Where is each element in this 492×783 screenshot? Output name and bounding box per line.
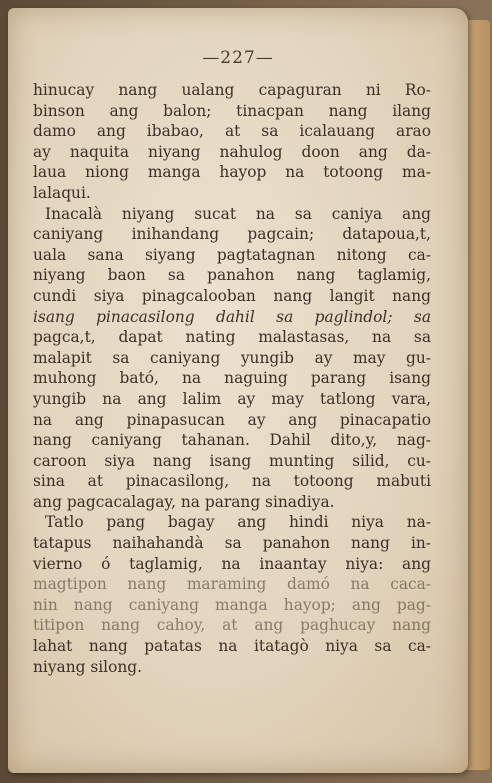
text-line: Inacalà niyang sucat na sa caniya ang <box>45 204 431 223</box>
text-line: lahat nang patatas na itatagò niya sa ca- <box>33 637 431 656</box>
text-line: hinucay nang ualang capaguran ni Ro- <box>33 81 431 99</box>
book-page <box>8 8 468 773</box>
page-number: —227— <box>202 48 274 68</box>
text-line: titipon nang cahoy, at ang paghucay nang <box>33 616 431 635</box>
text-line: ang pagcacalagay, na parang sinadiya. <box>33 492 335 511</box>
text-line: ay naquita niyang nahulog doon ang da- <box>33 142 431 161</box>
text-line: nin nang caniyang manga hayop; ang pag- <box>33 595 431 614</box>
text-line: vierno ó taglamig, na inaantay niya: ang <box>33 554 431 573</box>
text-line: isang pinacasilong dahil sa paglindol; sa <box>33 307 431 326</box>
text-line: nang caniyang tahanan. Dahil dito,y, nag- <box>33 431 431 450</box>
text-line: magtipon nang maraming damó na caca- <box>33 575 431 594</box>
text-line: Tatlo pang bagay ang hindi niya na- <box>45 513 431 532</box>
text-line: niyang silong. <box>33 657 143 676</box>
text-line: muhong bató, na naguing parang isang <box>33 369 431 388</box>
text-line: lalaqui. <box>33 183 91 202</box>
text-line: cundi siya pinagcalooban nang langit nang <box>33 286 431 305</box>
text-line: na ang pinapasucan ay ang pinacapatio <box>33 410 431 429</box>
text-line: niyang baon sa panahon nang taglamig, <box>33 266 431 285</box>
text-line: uala sana siyang pagtatagnan nitong ca- <box>33 245 431 264</box>
text-line: yungib na ang lalim ay may tatlong vara, <box>33 389 431 408</box>
text-line: caroon siya nang isang munting silid, cu- <box>33 451 431 470</box>
text-line: sina at pinacasilong, na totoong mabuti <box>33 472 431 491</box>
text-line: tatapus naihahandà sa panahon nang in- <box>33 534 431 553</box>
text-line: malapit sa caniyang yungib ay may gu- <box>33 348 431 367</box>
body-text <box>33 80 431 677</box>
text-line: damo ang ibabao, at sa icalauang arao <box>33 122 431 141</box>
text-line: pagca,t, dapat nating malastasas, na sa <box>33 328 431 347</box>
text-line: caniyang inihandang pagcain; datapoua,t, <box>33 225 431 244</box>
text-line: laua niong manga hayop na totoong ma- <box>33 163 431 182</box>
text-line: binson ang balon; tinacpan nang ilang <box>33 101 431 120</box>
